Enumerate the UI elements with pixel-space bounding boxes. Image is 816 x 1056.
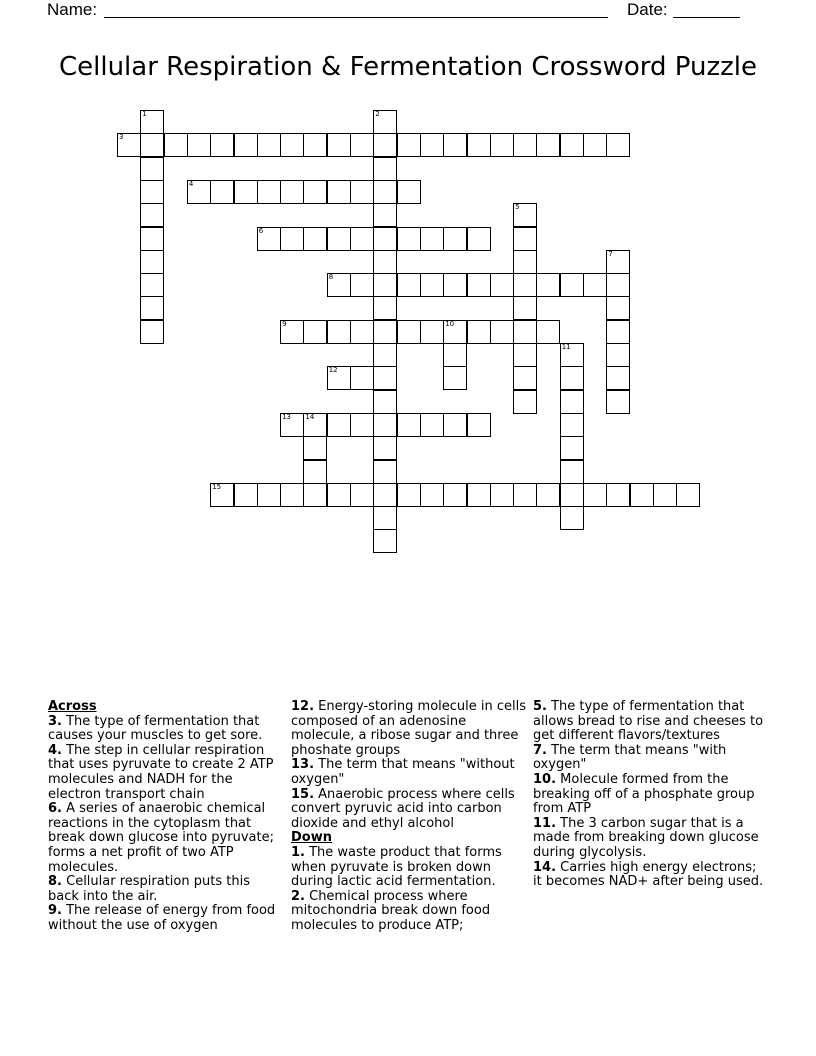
crossword-cell[interactable] — [397, 483, 421, 507]
crossword-cell[interactable] — [303, 460, 327, 484]
crossword-cell[interactable] — [443, 273, 467, 297]
clue-text: Chemical process where mitochondria break down food molecules to produce ATP; — [291, 888, 491, 933]
crossword-cell[interactable] — [303, 483, 327, 507]
crossword-cell[interactable] — [234, 133, 258, 157]
clue-item — [533, 861, 769, 890]
crossword-cell[interactable] — [560, 390, 584, 414]
crossword-cell[interactable] — [606, 320, 630, 344]
clue-number: 5. — [533, 699, 547, 714]
clue-number: 2. — [291, 888, 305, 904]
date-label: Date: — [627, 0, 668, 19]
clue-text: A series of anaerobic chemical reactions in the cytoplasm that break down glucose into pyruvate; forms a net profit of two ATP molecules. — [48, 801, 274, 875]
clue-text: Molecule formed from the breaking off of a phosphate group from ATP — [533, 771, 755, 817]
clue-number: 10 — [445, 319, 455, 328]
clue-item — [48, 802, 284, 875]
clue-item — [48, 875, 284, 904]
crossword-cell[interactable] — [117, 133, 141, 157]
crossword-cell[interactable] — [257, 483, 281, 507]
clue-text: The waste product that forms when pyruvate is broken down during lactic acid fermentation. — [291, 844, 502, 890]
crossword-cell[interactable] — [536, 320, 560, 344]
clue-item — [533, 700, 769, 744]
crossword-cell[interactable] — [443, 133, 467, 157]
clue-text: The type of fermentation that allows bread to rise and cheeses to get different flavors/textures — [533, 699, 764, 744]
clue-number: 11. — [533, 815, 557, 831]
crossword-cell[interactable] — [513, 483, 537, 507]
crossword-cell[interactable] — [327, 413, 351, 437]
crossword-cell[interactable] — [467, 227, 491, 251]
clue-text: Cellular respiration puts this back into the air. — [48, 874, 250, 904]
down-clues-list — [291, 846, 527, 934]
crossword-cell[interactable] — [513, 203, 537, 227]
crossword-cell[interactable] — [676, 483, 700, 507]
crossword-cell[interactable] — [560, 366, 584, 390]
crossword-cell[interactable] — [373, 366, 397, 390]
crossword-cell[interactable] — [373, 296, 397, 320]
crossword-cell[interactable] — [513, 296, 537, 320]
crossword-cell[interactable] — [490, 320, 514, 344]
crossword-cell[interactable] — [327, 366, 351, 390]
crossword-cell[interactable] — [257, 133, 281, 157]
crossword-cell[interactable] — [373, 227, 397, 251]
clue-number: 7. — [533, 742, 547, 758]
crossword-cell[interactable] — [443, 483, 467, 507]
crossword-cell[interactable] — [420, 133, 444, 157]
clue-item — [533, 817, 769, 861]
down-heading: Down — [291, 830, 332, 846]
crossword-cell[interactable] — [443, 366, 467, 390]
crossword-cell[interactable] — [187, 180, 211, 204]
crossword-cell[interactable] — [467, 413, 491, 437]
crossword-cell[interactable] — [327, 483, 351, 507]
crossword-cell[interactable] — [630, 483, 654, 507]
clue-text: The 3 carbon sugar that is a made from breaking down glucose during glycolysis. — [533, 815, 759, 860]
crossword-cell[interactable] — [373, 529, 397, 553]
crossword-cell[interactable] — [583, 273, 607, 297]
clue-number: 8 — [328, 273, 334, 282]
crossword-cell[interactable] — [443, 413, 467, 437]
crossword-cell[interactable] — [280, 133, 304, 157]
clues-column-1 — [48, 700, 284, 934]
clue-item — [291, 758, 527, 787]
clue-text: The term that means "with oxygen" — [533, 742, 727, 773]
crossword-cell[interactable] — [303, 413, 327, 437]
crossword-cell[interactable] — [280, 227, 304, 251]
crossword-cell[interactable] — [513, 227, 537, 251]
across-clues-list — [48, 715, 284, 934]
crossword-cell[interactable] — [234, 180, 258, 204]
crossword-cell[interactable] — [373, 180, 397, 204]
name-label: Name: — [47, 0, 98, 19]
crossword-cell[interactable] — [536, 273, 560, 297]
crossword-cell[interactable] — [210, 133, 234, 157]
clue-number: 10. — [533, 771, 557, 787]
crossword-cell[interactable] — [350, 366, 374, 390]
crossword-cell[interactable] — [303, 436, 327, 460]
crossword-cell[interactable] — [327, 227, 351, 251]
crossword-cell[interactable] — [653, 483, 677, 507]
crossword-cell[interactable] — [140, 296, 164, 320]
crossword-cell[interactable] — [280, 413, 304, 437]
crossword-cell[interactable] — [140, 180, 164, 204]
down-clues-list-continued — [533, 700, 769, 890]
crossword-cell[interactable] — [606, 366, 630, 390]
crossword-cell[interactable] — [350, 227, 374, 251]
crossword-cell[interactable] — [164, 133, 188, 157]
crossword-cell[interactable] — [606, 483, 630, 507]
crossword-cell[interactable] — [257, 227, 281, 251]
crossword-cell[interactable] — [397, 413, 421, 437]
crossword-cell[interactable] — [467, 133, 491, 157]
clue-item — [533, 744, 769, 773]
clues-column-2 — [291, 700, 527, 934]
crossword-cell[interactable] — [140, 203, 164, 227]
crossword-cell[interactable] — [187, 133, 211, 157]
clue-item — [48, 715, 284, 744]
crossword-cell[interactable] — [560, 133, 584, 157]
crossword-cell[interactable] — [513, 390, 537, 414]
crossword-cell[interactable] — [560, 483, 584, 507]
clue-number: 11 — [561, 343, 571, 351]
clue-number: 2 — [375, 110, 380, 118]
crossword-cell[interactable] — [140, 273, 164, 297]
crossword-cell[interactable] — [373, 460, 397, 484]
crossword-cell[interactable] — [513, 133, 537, 157]
crossword-cell[interactable] — [420, 413, 444, 437]
crossword-cell[interactable] — [490, 483, 514, 507]
crossword-cell[interactable] — [140, 320, 164, 344]
crossword-cell[interactable] — [560, 273, 584, 297]
crossword-cell[interactable] — [560, 343, 584, 367]
crossword-cell[interactable] — [560, 506, 584, 530]
crossword-cell[interactable] — [373, 157, 397, 181]
crossword-cell[interactable] — [513, 343, 537, 367]
crossword-cell[interactable] — [373, 250, 397, 274]
crossword-cell[interactable] — [397, 273, 421, 297]
clue-text: The release of energy from food without the use of oxygen — [48, 903, 276, 933]
clue-number: 4. — [48, 742, 62, 758]
crossword-cell[interactable] — [373, 506, 397, 530]
crossword-cell[interactable] — [280, 483, 304, 507]
crossword-cell[interactable] — [373, 413, 397, 437]
crossword-cell[interactable] — [140, 250, 164, 274]
clue-text: Carries high energy electrons; it becomes NAD+ after being used. — [533, 859, 764, 890]
crossword-cell[interactable] — [303, 133, 327, 157]
clue-item — [533, 773, 769, 817]
crossword-cell[interactable] — [443, 227, 467, 251]
crossword-cell[interactable] — [467, 483, 491, 507]
clue-item — [291, 700, 527, 758]
clue-number: 13. — [291, 757, 315, 773]
clue-item — [48, 904, 284, 933]
crossword-cell[interactable] — [443, 320, 467, 344]
crossword-cell[interactable] — [373, 436, 397, 460]
clue-text: Energy-storing molecule in cells composed of an adenosine molecule, a ribose sugar and three phoshate groups — [291, 699, 527, 758]
crossword-cell[interactable] — [373, 343, 397, 367]
crossword-cell[interactable] — [373, 483, 397, 507]
crossword-cell[interactable] — [140, 157, 164, 181]
crossword-cell[interactable] — [513, 320, 537, 344]
clue-number: 3. — [48, 713, 62, 729]
crossword-cell[interactable] — [350, 180, 374, 204]
crossword-cell[interactable] — [140, 133, 164, 157]
crossword-cell[interactable] — [443, 343, 467, 367]
crossword-cell[interactable] — [420, 273, 444, 297]
clue-number: 14 — [305, 412, 315, 421]
crossword-cell[interactable] — [583, 133, 607, 157]
clue-number: 15. — [291, 786, 315, 802]
crossword-cell[interactable] — [513, 273, 537, 297]
crossword-cell[interactable] — [606, 390, 630, 414]
crossword-cell[interactable] — [140, 227, 164, 251]
clue-number: 15 — [212, 482, 222, 491]
clue-number: 12 — [328, 366, 338, 375]
crossword-cell[interactable] — [513, 250, 537, 274]
clue-number: 5 — [515, 203, 520, 212]
crossword-cell[interactable] — [606, 273, 630, 297]
clue-item — [48, 744, 284, 802]
crossword-cell[interactable] — [327, 180, 351, 204]
crossword-cell[interactable] — [373, 203, 397, 227]
clues-column-3 — [533, 700, 769, 890]
page-title: Cellular Respiration & Fermentation Crossword Puzzle — [58, 52, 757, 82]
crossword-cell[interactable] — [373, 110, 397, 134]
clue-item — [291, 890, 527, 934]
crossword-cell[interactable] — [420, 227, 444, 251]
crossword-cell[interactable] — [490, 133, 514, 157]
crossword-cell[interactable] — [397, 133, 421, 157]
crossword-cell[interactable] — [536, 483, 560, 507]
clue-number: 9 — [282, 319, 287, 328]
clue-number: 9. — [48, 903, 62, 919]
crossword-cell[interactable] — [420, 483, 444, 507]
crossword-cell[interactable] — [257, 180, 281, 204]
crossword-cell[interactable] — [234, 483, 258, 507]
crossword-cell[interactable] — [606, 133, 630, 157]
clue-number: 13 — [282, 412, 292, 421]
crossword-cell[interactable] — [560, 413, 584, 437]
clue-number: 1 — [142, 110, 147, 118]
clue-number: 7 — [608, 249, 613, 258]
crossword-cell[interactable] — [303, 180, 327, 204]
clue-text: The term that means "without oxygen" — [291, 757, 515, 787]
clue-number: 3 — [119, 133, 124, 142]
crossword-cell[interactable] — [303, 227, 327, 251]
clue-number: 8. — [48, 874, 62, 890]
crossword-cell[interactable] — [303, 320, 327, 344]
crossword-cell[interactable] — [280, 320, 304, 344]
crossword-cell[interactable] — [606, 250, 630, 274]
crossword-cell[interactable] — [210, 483, 234, 507]
crossword-cell[interactable] — [350, 133, 374, 157]
across-clues-list-continued — [291, 700, 527, 831]
crossword-cell[interactable] — [373, 133, 397, 157]
crossword-cell[interactable] — [350, 320, 374, 344]
clue-number: 6. — [48, 801, 62, 817]
crossword-cell[interactable] — [327, 320, 351, 344]
crossword-cell[interactable] — [583, 483, 607, 507]
clue-text: The type of fermentation that causes your muscles to get sore. — [48, 713, 263, 744]
clue-text: Anaerobic process where cells convert pyruvic acid into carbon dioxide and ethyl alcohol — [291, 786, 515, 831]
crossword-cell[interactable] — [397, 227, 421, 251]
crossword-cell[interactable] — [140, 110, 164, 134]
crossword-cell[interactable] — [350, 413, 374, 437]
crossword-cell[interactable] — [536, 133, 560, 157]
crossword-cell[interactable] — [513, 366, 537, 390]
crossword-cell[interactable] — [420, 320, 444, 344]
crossword-cell[interactable] — [373, 390, 397, 414]
crossword-cell[interactable] — [560, 436, 584, 460]
clue-number: 6 — [258, 226, 264, 235]
crossword-cell[interactable] — [373, 273, 397, 297]
crossword-cell[interactable] — [606, 296, 630, 320]
crossword-cell[interactable] — [327, 273, 351, 297]
clue-item — [291, 788, 527, 832]
crossword-cell[interactable] — [350, 273, 374, 297]
crossword-cell[interactable] — [350, 483, 374, 507]
clue-number: 4 — [188, 179, 194, 188]
clue-number: 12. — [291, 699, 315, 714]
crossword-cell[interactable] — [397, 320, 421, 344]
crossword-cell[interactable] — [467, 273, 491, 297]
crossword-cell[interactable] — [490, 273, 514, 297]
clue-item — [291, 846, 527, 890]
across-heading: Across — [48, 699, 97, 714]
crossword-cell[interactable] — [606, 343, 630, 367]
crossword-cell[interactable] — [467, 320, 491, 344]
clue-number: 14. — [533, 859, 557, 875]
crossword-cell[interactable] — [397, 180, 421, 204]
crossword-cell[interactable] — [210, 180, 234, 204]
crossword-cell[interactable] — [560, 460, 584, 484]
clue-number: 1. — [291, 844, 305, 860]
crossword-cell[interactable] — [327, 133, 351, 157]
crossword-cell[interactable] — [280, 180, 304, 204]
clue-text: The step in cellular respiration that uses pyruvate to create 2 ATP molecules and NADH for the electron transport chain — [48, 742, 274, 802]
crossword-cell[interactable] — [373, 320, 397, 344]
